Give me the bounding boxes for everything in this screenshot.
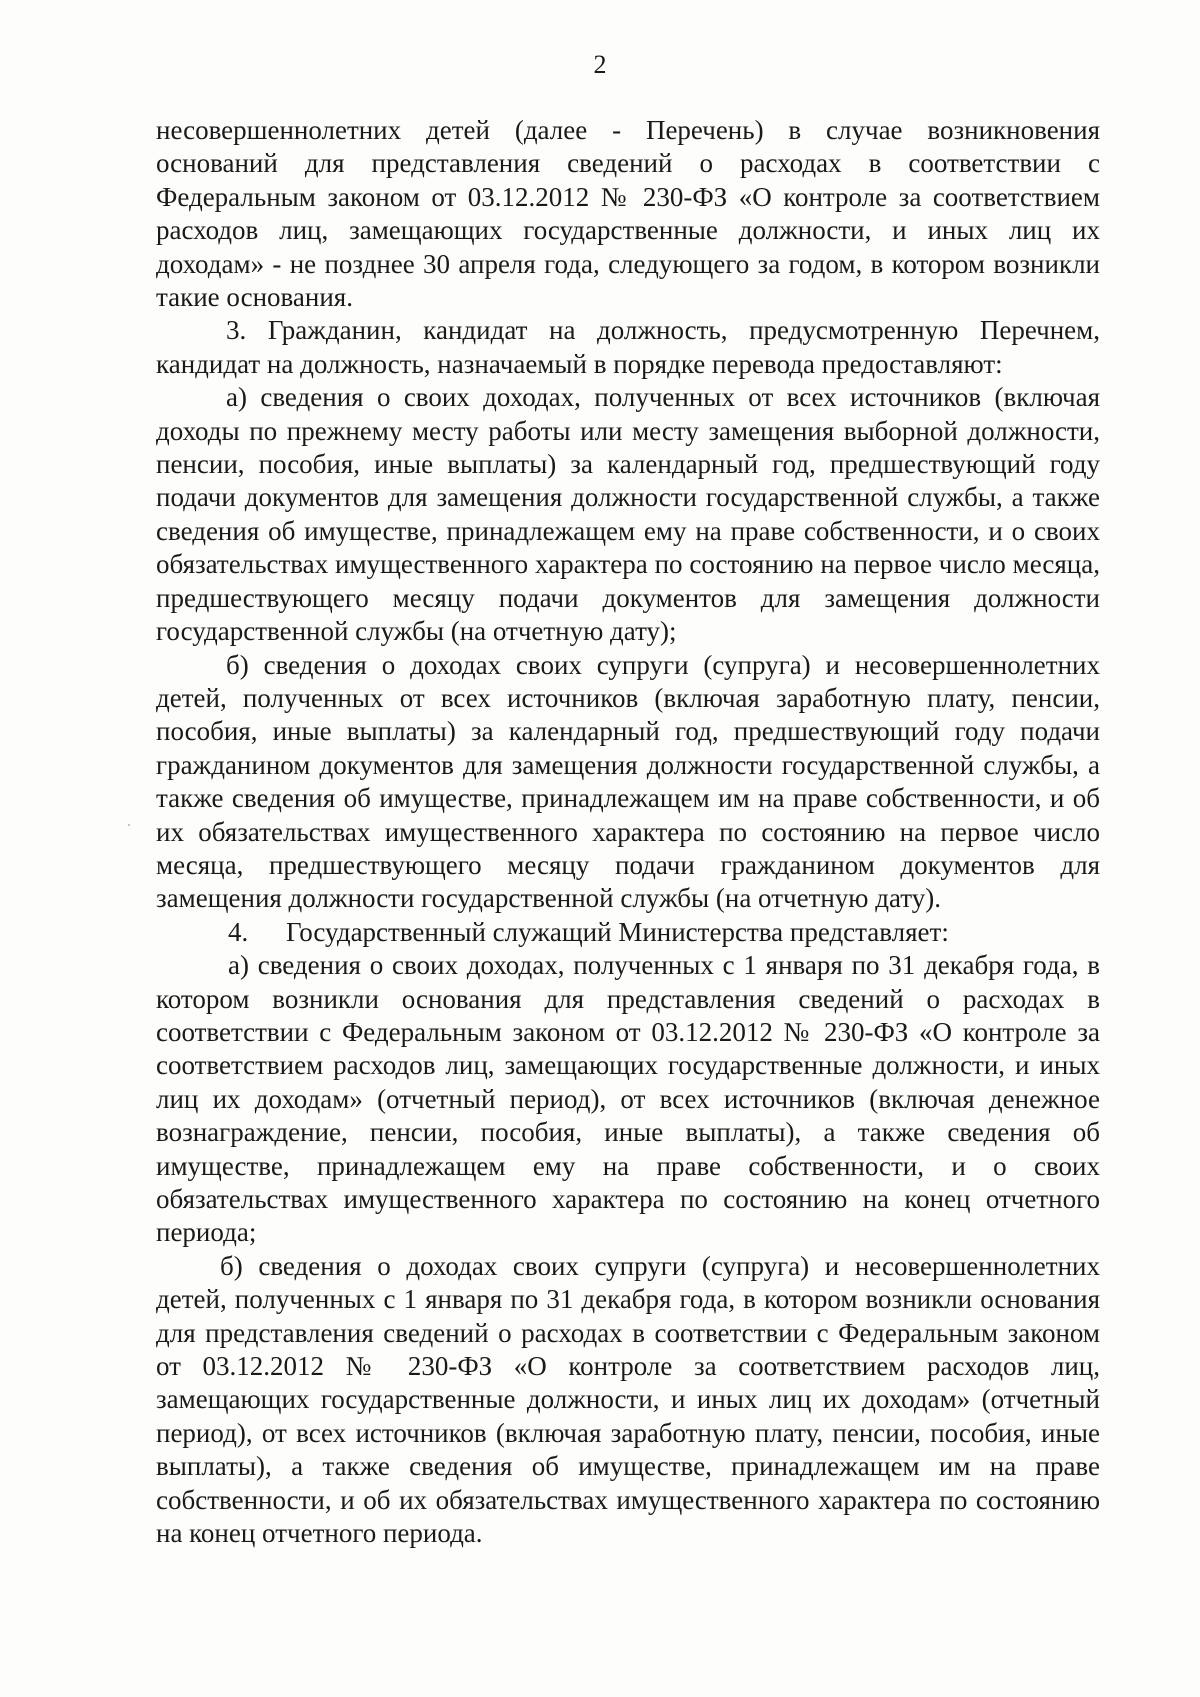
paragraph-item-4 [156,916,1100,949]
item-4-text: Государственный служащий Министерства представляет: [286,916,949,947]
paragraph-item-4b: б) сведения о доходах своих супруги (супруга) и несовершеннолетних детей, полученных с 1 января по 31 декабря года, в котором возникли основания для представления сведений о расходах в соответствии с Федеральным законом от 03.12.2012 № 230-ФЗ «О контроле за соответствием расходов лиц, замещающих государственные должности, и иных лиц их доходам» (отчетный период), от всех источников (включая заработную плату, пенсии, пособия, иные выплаты), а также сведения об имуществе, принадлежащем им на праве собственности, и об их обязательствах имущественного характера по состоянию на конец отчетного периода. [156,1250,1100,1549]
paragraph-item-3b: б) сведения о доходах своих супруги (супруга) и несовершеннолетних детей, полученных от всех источников (включая заработную плату, пенсии, пособия, иные выплаты) за календарный год, предшествующий году подачи гражданином документов для замещения должности государственной службы, а также сведения об имуществе, принадлежащем им на праве собственности, и об их обязательствах имущественного характера по состоянию на первое число месяца, предшествующего месяцу подачи гражданином документов для замещения должности государственной службы (на отчетную дату). [156,649,1100,914]
paragraph-item-3a: а) сведения о своих доходах, полученных от всех источников (включая доходы по прежнему месту работы или месту замещения выборной должности, пенсии, пособия, иные выплаты) за календарный год, предшествующий году подачи документов для замещения должности государственной службы, а также сведения об имуществе, принадлежащем ему на праве собственности, и о своих обязательствах имущественного характера по состоянию на первое число месяца, предшествующего месяцу подачи документов для замещения должности государственной службы (на отчетную дату); [156,382,1100,647]
item-4-number: 4. [228,916,249,947]
paragraph-item-4a: а) сведения о своих доходах, полученных с 1 января по 31 декабря года, в котором возникли основания для представления сведений о расходах в соответствии с Федеральным законом от 03.12.2012 № 230-ФЗ «О контроле за соответствием расходов лиц, замещающих государственные должности, и иных лиц их доходам» (отчетный период), от всех источников (включая денежное вознаграждение, пенсии, пособия, иные выплаты), а также сведения об имуществе, принадлежащем ему на праве собственности, и о своих обязательствах имущественного характера по состоянию на конец отчетного периода; [156,950,1100,1248]
paragraph-item-3: 3. Гражданин, кандидат на должность, предусмотренную Перечнем, кандидат на должность, назначаемый в порядке перевода предоставляют: [156,315,1100,379]
page-number: 2 [593,50,607,79]
paragraph-continuation: несовершеннолетних детей (далее - Перечень) в случае возникновения оснований для представления сведений о расходах в соответствии с Федеральным законом от 03.12.2012 № 230-ФЗ «О контроле за соответствием расходов лиц, замещающих государственные должности, и иных лиц их доходам» - не позднее 30 апреля года, следующего за годом, в котором возникли такие основания. [156,115,1100,313]
scan-speck [128,824,130,826]
document-body [156,114,1100,1550]
